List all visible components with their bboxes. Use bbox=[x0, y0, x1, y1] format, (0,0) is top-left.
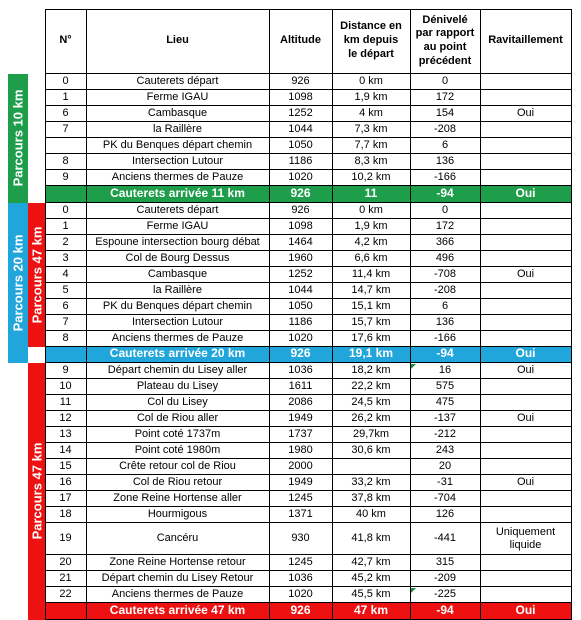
cell-distance: 30,6 km bbox=[332, 443, 410, 459]
cell-distance: 11,4 km bbox=[332, 267, 410, 283]
cell-ravitaillement bbox=[480, 283, 571, 299]
cell-altitude: 1252 bbox=[269, 106, 332, 122]
parcours-10-label: Parcours 10 km bbox=[10, 89, 26, 187]
cell-lieu: Cambasque bbox=[86, 267, 269, 283]
cell-lieu: Ferme IGAU bbox=[86, 90, 269, 106]
cell-ravitaillement bbox=[480, 90, 571, 106]
cell-number: 21 bbox=[45, 571, 86, 587]
cell-altitude: 1020 bbox=[269, 331, 332, 347]
cell-lieu: Cancéru bbox=[86, 523, 269, 555]
cell-altitude: 1949 bbox=[269, 411, 332, 427]
cell-distance: 45,5 km bbox=[332, 587, 410, 603]
parcours-47-label: Parcours 47 km bbox=[29, 442, 44, 540]
cell-number bbox=[45, 347, 86, 364]
cell-distance: 6,6 km bbox=[332, 251, 410, 267]
cell-denivele: -94 bbox=[410, 186, 480, 203]
cell-lieu: Intersection Lutour bbox=[86, 315, 269, 331]
cell-distance: 29,7km bbox=[332, 427, 410, 443]
cell-altitude: 1245 bbox=[269, 491, 332, 507]
cell-lieu: PK du Benques départ chemin bbox=[86, 138, 269, 154]
cell-distance: 10,2 km bbox=[332, 170, 410, 186]
cell-altitude: 1464 bbox=[269, 235, 332, 251]
col-header-lieu: Lieu bbox=[86, 9, 269, 74]
cell-number: 20 bbox=[45, 555, 86, 571]
cell-denivele: 16 bbox=[410, 363, 480, 379]
cell-distance: 0 km bbox=[332, 203, 410, 219]
cell-denivele: -704 bbox=[410, 491, 480, 507]
col-header-number: N° bbox=[45, 9, 86, 74]
cell-ravitaillement bbox=[480, 170, 571, 186]
grid-vline bbox=[571, 9, 572, 620]
cell-altitude: 926 bbox=[269, 186, 332, 203]
parcours-47-inner-band bbox=[28, 203, 45, 347]
cell-denivele: 243 bbox=[410, 443, 480, 459]
cell-ravitaillement bbox=[480, 74, 571, 90]
cell-distance: 45,2 km bbox=[332, 571, 410, 587]
cell-lieu: Cauterets arrivée 11 km bbox=[86, 186, 269, 203]
cell-denivele: 366 bbox=[410, 235, 480, 251]
cell-ravitaillement: Oui bbox=[480, 347, 571, 364]
cell-number: 8 bbox=[45, 154, 86, 170]
cell-altitude: 1050 bbox=[269, 299, 332, 315]
cell-altitude: 1098 bbox=[269, 219, 332, 235]
cell-denivele: 6 bbox=[410, 299, 480, 315]
cell-lieu: Point coté 1980m bbox=[86, 443, 269, 459]
cell-ravitaillement bbox=[480, 555, 571, 571]
cell-lieu: Départ chemin du Lisey aller bbox=[86, 363, 269, 379]
cell-ravitaillement bbox=[480, 491, 571, 507]
cell-distance: 1,9 km bbox=[332, 219, 410, 235]
cell-altitude: 1020 bbox=[269, 170, 332, 186]
cell-lieu: Anciens thermes de Pauze bbox=[86, 331, 269, 347]
cell-altitude: 1098 bbox=[269, 90, 332, 106]
cell-number: 18 bbox=[45, 507, 86, 523]
cell-ravitaillement bbox=[480, 154, 571, 170]
cell-denivele: -708 bbox=[410, 267, 480, 283]
cell-distance: 18,2 km bbox=[332, 363, 410, 379]
cell-number: 3 bbox=[45, 251, 86, 267]
cell-lieu: Cauterets arrivée 20 km bbox=[86, 347, 269, 364]
cell-distance: 33,2 km bbox=[332, 475, 410, 491]
cell-ravitaillement: Oui bbox=[480, 267, 571, 283]
cell-altitude: 1036 bbox=[269, 571, 332, 587]
cell-altitude: 1737 bbox=[269, 427, 332, 443]
cell-number: 7 bbox=[45, 315, 86, 331]
cell-number: 0 bbox=[45, 203, 86, 219]
cell-lieu: Cauterets départ bbox=[86, 74, 269, 90]
cell-number: 16 bbox=[45, 475, 86, 491]
cell-altitude: 2000 bbox=[269, 459, 332, 475]
cell-distance: 0 km bbox=[332, 74, 410, 90]
cell-ravitaillement: Oui bbox=[480, 411, 571, 427]
cell-denivele: -94 bbox=[410, 603, 480, 620]
cell-denivele: -208 bbox=[410, 122, 480, 138]
cell-lieu: Départ chemin du Lisey Retour bbox=[86, 571, 269, 587]
cell-denivele: 475 bbox=[410, 395, 480, 411]
cell-distance: 40 km bbox=[332, 507, 410, 523]
cell-number: 9 bbox=[45, 363, 86, 379]
cell-denivele: 0 bbox=[410, 74, 480, 90]
cell-ravitaillement bbox=[480, 331, 571, 347]
grid-vline bbox=[269, 9, 270, 620]
cell-ravitaillement bbox=[480, 315, 571, 331]
cell-number: 15 bbox=[45, 459, 86, 475]
cell-number: 22 bbox=[45, 587, 86, 603]
cell-lieu: la Raillère bbox=[86, 283, 269, 299]
cell-number: 1 bbox=[45, 219, 86, 235]
cell-altitude: 1186 bbox=[269, 154, 332, 170]
cell-denivele: 496 bbox=[410, 251, 480, 267]
cell-altitude: 1611 bbox=[269, 379, 332, 395]
cell-altitude: 926 bbox=[269, 203, 332, 219]
cell-denivele: -441 bbox=[410, 523, 480, 555]
cell-lieu: Point coté 1737m bbox=[86, 427, 269, 443]
cell-distance: 15,1 km bbox=[332, 299, 410, 315]
cell-distance: 8,3 km bbox=[332, 154, 410, 170]
cell-ravitaillement bbox=[480, 138, 571, 154]
cell-distance: 47 km bbox=[332, 603, 410, 620]
cell-ravitaillement bbox=[480, 443, 571, 459]
cell-distance: 14,7 km bbox=[332, 283, 410, 299]
grid-vline bbox=[410, 9, 411, 620]
cell-altitude: 926 bbox=[269, 603, 332, 620]
cell-ravitaillement bbox=[480, 379, 571, 395]
cell-lieu: Hourmigous bbox=[86, 507, 269, 523]
cell-distance: 17,6 km bbox=[332, 331, 410, 347]
cell-marker-icon bbox=[411, 588, 416, 593]
cell-denivele: -212 bbox=[410, 427, 480, 443]
cell-altitude: 1371 bbox=[269, 507, 332, 523]
cell-lieu: Anciens thermes de Pauze bbox=[86, 170, 269, 186]
cell-number bbox=[45, 138, 86, 154]
cell-altitude: 1036 bbox=[269, 363, 332, 379]
cell-altitude: 1980 bbox=[269, 443, 332, 459]
cell-ravitaillement bbox=[480, 395, 571, 411]
cell-denivele: 126 bbox=[410, 507, 480, 523]
cell-denivele: 20 bbox=[410, 459, 480, 475]
cell-ravitaillement bbox=[480, 251, 571, 267]
col-header-distance: Distance en km depuis le départ bbox=[332, 9, 410, 74]
cell-distance: 41,8 km bbox=[332, 523, 410, 555]
cell-altitude: 1252 bbox=[269, 267, 332, 283]
cell-distance: 11 bbox=[332, 186, 410, 203]
cell-ravitaillement bbox=[480, 587, 571, 603]
grid-vline bbox=[480, 9, 481, 620]
parcours-47-inner-label: Parcours 47 km bbox=[29, 226, 44, 323]
cell-number: 6 bbox=[45, 299, 86, 315]
cell-denivele: -166 bbox=[410, 170, 480, 186]
cell-ravitaillement bbox=[480, 459, 571, 475]
cell-distance: 26,2 km bbox=[332, 411, 410, 427]
cell-ravitaillement: Oui bbox=[480, 475, 571, 491]
grid-vline bbox=[332, 9, 333, 620]
cell-denivele: -94 bbox=[410, 347, 480, 364]
cell-denivele: 136 bbox=[410, 315, 480, 331]
cell-distance: 7,7 km bbox=[332, 138, 410, 154]
cell-ravitaillement bbox=[480, 571, 571, 587]
cell-number: 13 bbox=[45, 427, 86, 443]
parcours-20-band bbox=[8, 203, 28, 364]
cell-distance: 19,1 km bbox=[332, 347, 410, 364]
cell-denivele: 575 bbox=[410, 379, 480, 395]
parcours-10-band bbox=[8, 74, 28, 203]
grid-vline bbox=[45, 9, 46, 620]
cell-number: 5 bbox=[45, 283, 86, 299]
cell-number: 1 bbox=[45, 90, 86, 106]
col-header-ravitaillement: Ravitaillement bbox=[480, 9, 571, 74]
cell-ravitaillement bbox=[480, 427, 571, 443]
cell-number: 11 bbox=[45, 395, 86, 411]
cell-denivele: -166 bbox=[410, 331, 480, 347]
cell-altitude: 2086 bbox=[269, 395, 332, 411]
cell-denivele: 6 bbox=[410, 138, 480, 154]
cell-denivele: -31 bbox=[410, 475, 480, 491]
cell-denivele: -208 bbox=[410, 283, 480, 299]
cell-ravitaillement: Oui bbox=[480, 106, 571, 122]
cell-ravitaillement: Oui bbox=[480, 363, 571, 379]
cell-number bbox=[45, 186, 86, 203]
cell-number: 9 bbox=[45, 170, 86, 186]
cell-number: 0 bbox=[45, 74, 86, 90]
cell-distance: 4,2 km bbox=[332, 235, 410, 251]
cell-lieu: Col du Lisey bbox=[86, 395, 269, 411]
grid-vline bbox=[86, 9, 87, 620]
cell-altitude: 1050 bbox=[269, 138, 332, 154]
cell-ravitaillement bbox=[480, 235, 571, 251]
cell-altitude: 1044 bbox=[269, 122, 332, 138]
cell-altitude: 1020 bbox=[269, 587, 332, 603]
cell-ravitaillement: Oui bbox=[480, 186, 571, 203]
cell-denivele: 0 bbox=[410, 203, 480, 219]
cell-lieu: la Raillère bbox=[86, 122, 269, 138]
cell-lieu: Plateau du Lisey bbox=[86, 379, 269, 395]
cell-denivele: 136 bbox=[410, 154, 480, 170]
cell-altitude: 930 bbox=[269, 523, 332, 555]
cell-number: 10 bbox=[45, 379, 86, 395]
cell-denivele: -209 bbox=[410, 571, 480, 587]
cell-altitude: 1949 bbox=[269, 475, 332, 491]
cell-altitude: 926 bbox=[269, 347, 332, 364]
cell-ravitaillement bbox=[480, 299, 571, 315]
grid-top-line bbox=[45, 9, 571, 10]
cell-altitude: 1044 bbox=[269, 283, 332, 299]
cell-lieu: Intersection Lutour bbox=[86, 154, 269, 170]
cell-lieu: Col de Riou aller bbox=[86, 411, 269, 427]
cell-denivele: -225 bbox=[410, 587, 480, 603]
cell-lieu: Cambasque bbox=[86, 106, 269, 122]
cell-lieu: Cauterets départ bbox=[86, 203, 269, 219]
cell-distance: 1,9 km bbox=[332, 90, 410, 106]
cell-number: 8 bbox=[45, 331, 86, 347]
cell-denivele: 154 bbox=[410, 106, 480, 122]
cell-lieu: Ferme IGAU bbox=[86, 219, 269, 235]
cell-lieu: Zone Reine Hortense retour bbox=[86, 555, 269, 571]
cell-ravitaillement bbox=[480, 507, 571, 523]
cell-denivele: 172 bbox=[410, 219, 480, 235]
cell-lieu: Col de Riou retour bbox=[86, 475, 269, 491]
cell-lieu: Zone Reine Hortense aller bbox=[86, 491, 269, 507]
cell-altitude: 1245 bbox=[269, 555, 332, 571]
cell-distance: 24,5 km bbox=[332, 395, 410, 411]
cell-distance bbox=[332, 459, 410, 475]
cell-lieu: Crête retour col de Riou bbox=[86, 459, 269, 475]
cell-altitude: 1960 bbox=[269, 251, 332, 267]
cell-number: 6 bbox=[45, 106, 86, 122]
cell-ravitaillement bbox=[480, 219, 571, 235]
cell-distance: 42,7 km bbox=[332, 555, 410, 571]
cell-marker-icon bbox=[411, 364, 416, 369]
cell-lieu: Col de Bourg Dessus bbox=[86, 251, 269, 267]
cell-lieu: PK du Benques départ chemin bbox=[86, 299, 269, 315]
cell-denivele: 315 bbox=[410, 555, 480, 571]
cell-ravitaillement bbox=[480, 203, 571, 219]
cell-number: 17 bbox=[45, 491, 86, 507]
cell-number: 7 bbox=[45, 122, 86, 138]
col-header-denivele: Dénivelé par rapport au point précédent bbox=[410, 9, 480, 74]
cell-number: 4 bbox=[45, 267, 86, 283]
cell-number: 14 bbox=[45, 443, 86, 459]
cell-distance: 37,8 km bbox=[332, 491, 410, 507]
cell-denivele: -137 bbox=[410, 411, 480, 427]
cell-lieu: Anciens thermes de Pauze bbox=[86, 587, 269, 603]
cell-ravitaillement: Uniquement liquide bbox=[480, 523, 571, 555]
cell-lieu: Espoune intersection bourg débat bbox=[86, 235, 269, 251]
cell-ravitaillement bbox=[480, 122, 571, 138]
cell-number: 2 bbox=[45, 235, 86, 251]
cell-distance: 15,7 km bbox=[332, 315, 410, 331]
cell-distance: 4 km bbox=[332, 106, 410, 122]
cell-ravitaillement: Oui bbox=[480, 603, 571, 620]
parcours-20-label: Parcours 20 km bbox=[10, 234, 26, 332]
cell-number bbox=[45, 603, 86, 620]
parcours-47-band bbox=[28, 363, 45, 620]
cell-altitude: 926 bbox=[269, 74, 332, 90]
col-header-altitude: Altitude bbox=[269, 9, 332, 74]
cell-number: 19 bbox=[45, 523, 86, 555]
cell-distance: 22,2 km bbox=[332, 379, 410, 395]
cell-distance: 7,3 km bbox=[332, 122, 410, 138]
cell-number: 12 bbox=[45, 411, 86, 427]
cell-lieu: Cauterets arrivée 47 km bbox=[86, 603, 269, 620]
cell-denivele: 172 bbox=[410, 90, 480, 106]
cell-altitude: 1186 bbox=[269, 315, 332, 331]
